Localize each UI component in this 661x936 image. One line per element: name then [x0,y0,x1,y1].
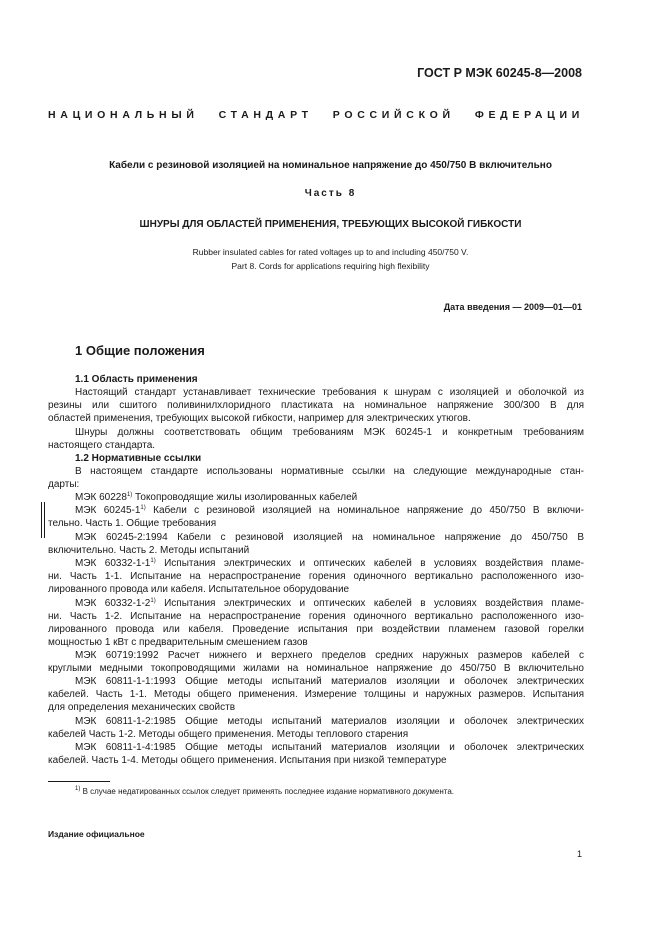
part-label: Часть 8 [304,188,357,199]
change-bar [41,502,42,538]
paragraph-line: резины или сшитого поливинилхлоридного пластиката на номинальное напряжение 300/300 В для [48,400,584,411]
national-standard-header: НАЦИОНАЛЬНЫЙ СТАНДАРТ РОССИЙСКОЙ ФЕДЕРАЦИИ [48,109,584,121]
paragraph-line: В настоящем стандарте использованы нормативные ссылки на следующие международные стан- [75,466,584,477]
reference-item-continuation: лированного провода или кабеля. Проведение испытания при воздействии пламенем газовой горелки [48,624,584,635]
reference-item-continuation: мощностью 1 кВт с предварительным смешением газов [48,637,308,648]
reference-item: МЭК 60811-1-2:1985 Общие методы испытаний материалов изоляции и оболочек электрических [75,716,584,727]
reference-item-continuation: ни. Часть 1-2. Испытание на нераспространение горения одиночного вертикально расположенного изо- [48,611,584,622]
section-heading: 1 Общие положения [75,343,205,358]
page-number: 1 [576,849,582,859]
reference-item-continuation: лированного провода или кабеля. Испытательное оборудование [48,584,350,595]
subsection-heading: 1.1 Область применения [75,374,198,385]
paragraph-line: Шнуры должны соответствовать общим требованиям МЭК 60245-1 и конкретным требованиям [75,427,584,438]
document-subtitle: ШНУРЫ ДЛЯ ОБЛАСТЕЙ ПРИМЕНЕНИЯ, ТРЕБУЮЩИХ ВЫСОКОЙ ГИБКОСТИ [139,219,522,230]
english-title-line-2: Part 8. Cords for applications requiring high flexibility [231,261,430,271]
paragraph-line: дарты: [48,479,80,490]
reference-item: МЭК 60332-1-1$^{1)}$ Испытания электрических и оптических кабелей в условиях воздействия пламе- [75,558,584,569]
reference-item: МЭК 60245-1$^{1)}$ Кабели с резиновой изоляцией на номинальное напряжение до 450/750 В включи- [75,505,584,516]
footnote-separator [48,781,110,782]
change-bar [44,502,45,538]
reference-item-continuation: кабелей Часть 1-2. Методы общего применения. Методы теплового старения [48,729,409,740]
reference-item: МЭК 60811-1-1:1993 Общие методы испытаний материалов изоляции и оболочек электрических [75,676,584,687]
paragraph-line: настоящего стандарта. [48,440,156,451]
footnote [75,787,454,796]
subsection-heading: 1.2 Нормативные ссылки [75,453,202,464]
reference-item-continuation: ни. Часть 1-1. Испытание на нераспространение горения одиночного вертикально расположенного изо- [48,571,584,582]
reference-item-continuation: кабелей. Часть 1-1. Методы общего применения. Измерение толщины и наружных размеров. Испытания [48,689,584,700]
footnote-marker: 1) [75,786,81,792]
reference-item: МЭК 60245-2:1994 Кабели с резиновой изоляцией на номинальное напряжение до 450/750 В [75,532,584,543]
reference-item: МЭК 60228$^{1)}$ Токопроводящие жилы изолированных кабелей [75,492,358,503]
introduction-date: Дата введения — 2009—01—01 [443,302,582,312]
reference-item-continuation: кабелей. Часть 1-4. Методы общего применения. Испытания при низкой температуре [48,755,447,766]
reference-item-continuation: включительно. Часть 2. Методы испытаний [48,545,250,556]
paragraph-line: областей применения, требующих высокой гибкости, например для электрических утюгов. [48,413,471,424]
english-title-line-1: Rubber insulated cables for rated voltages up to and including 450/750 V. [192,247,469,257]
document-title: Кабели с резиновой изоляцией на номинальное напряжение до 450/750 В включительно [109,160,552,171]
reference-item: МЭК 60332-1-2$^{1)}$ Испытания электрических и оптических кабелей в условиях воздействия пламе- [75,598,584,609]
reference-item-continuation: для определения механических свойств [48,702,236,713]
reference-item-continuation: круглыми медными токопроводящими жилами на номинальное напряжение до 450/750 В включительно [48,663,584,674]
footnote-text: В случае недатированных ссылок следует применять последнее издание нормативного документа. [82,787,454,796]
reference-item: МЭК 60719:1992 Расчет нижнего и верхнего пределов средних наружных размеров кабелей с [75,650,584,661]
reference-item-continuation: тельно. Часть 1. Общие требования [48,518,217,529]
document-number: ГОСТ Р МЭК 60245-8—2008 [417,66,582,80]
paragraph-line: Настоящий стандарт устанавливает технические требования к шнурам с изоляцией и оболочкой из [75,387,584,398]
reference-item: МЭК 60811-1-4:1985 Общие методы испытаний материалов изоляции и оболочек электрических [75,742,584,753]
edition-label: Издание официальное [48,829,145,839]
